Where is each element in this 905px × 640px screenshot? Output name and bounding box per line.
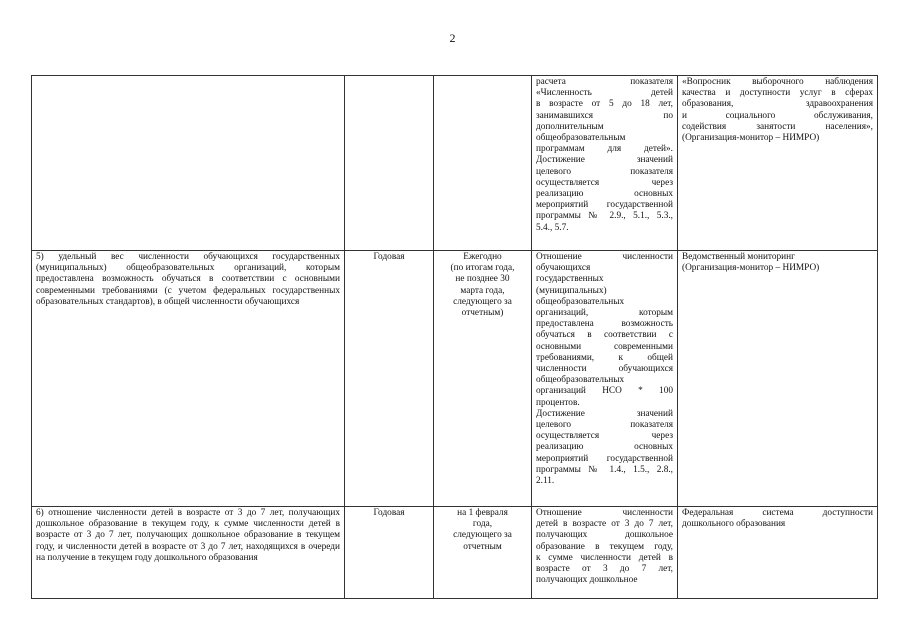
- text-line: на 1 февраля: [457, 508, 508, 518]
- text-line: Отношение численности: [536, 252, 673, 262]
- text-line: следующего за: [453, 296, 512, 307]
- text-line: программы № 1.4., 1.5., 2.8.,: [536, 464, 673, 475]
- text-line: (Организация-монитор – НИМРО): [682, 133, 820, 144]
- text-line: общеобразовательным: [536, 133, 626, 144]
- periodicity-cell: [345, 76, 434, 251]
- text-line: государственных: [536, 274, 604, 285]
- source-cell: [678, 76, 878, 251]
- source-cell: [678, 251, 878, 507]
- text-line: в возрасте от 5 до 18 лет,: [536, 99, 673, 110]
- text-line: получающих дошкольное: [536, 530, 673, 541]
- text-line: целевого показателя: [536, 420, 673, 431]
- source-lines: [682, 77, 873, 144]
- text-line: предоставлена возможность: [536, 319, 673, 330]
- indicator-cell: [32, 76, 345, 251]
- text-line: дошкольного образования: [682, 519, 786, 530]
- text-line: реализацию основных: [536, 189, 673, 200]
- text-line: детей в возрасте от 3 до 7 лет,: [536, 519, 673, 530]
- text-line: 5.4., 5.7.: [536, 222, 569, 233]
- deadline-lines: [438, 252, 527, 319]
- text-line: Достижение значений: [536, 155, 673, 166]
- text-line: Отношение численности: [536, 508, 673, 518]
- indicators-table: [31, 75, 878, 599]
- text-line: получающих дошкольное: [536, 575, 638, 586]
- text-line: программам для детей».: [536, 144, 673, 155]
- indicator-cell: 5) удельный вес численности обучающихся государственных (муниципальных) общеобразовательных организаций, которым предоставлена возможность обучаться в соответствии с основными современными требованиями (с учетом федеральных государственных образовательных стандартов), в общей численности обучающихся: [32, 251, 345, 507]
- text-line: (по итогам года,: [450, 263, 515, 274]
- text-line: года,: [472, 519, 493, 530]
- deadline-lines: [438, 508, 527, 553]
- text-line: образование в текущем году,: [536, 541, 673, 552]
- deadline-cell: [434, 507, 532, 599]
- method-lines: [536, 508, 673, 586]
- text-line: мероприятий государственной: [536, 453, 673, 464]
- text-line: (Организация-монитор – НИМРО): [682, 263, 820, 274]
- text-line: программы № 2.9., 5.1., 5.3.,: [536, 211, 673, 222]
- text-line: не позднее 30: [455, 274, 510, 285]
- periodicity-cell: Годовая: [345, 251, 434, 507]
- text-line: (муниципальных): [536, 285, 607, 296]
- table-row: [32, 507, 878, 599]
- text-line: отчетным): [461, 308, 504, 319]
- method-lines: [536, 252, 673, 487]
- text-line: качества и доступности услуг в сферах: [682, 88, 873, 99]
- text-line: Федеральная система доступности: [682, 508, 873, 518]
- text-line: общеобразовательных: [536, 296, 625, 307]
- text-line: численности обучающихся: [536, 364, 673, 375]
- text-line: осуществляется через: [536, 431, 673, 442]
- text-line: образования, здравоохранения: [682, 99, 873, 110]
- text-line: осуществляется через: [536, 177, 673, 188]
- text-line: организаций НСО * 100: [536, 386, 673, 397]
- text-line: основными современными: [536, 341, 673, 352]
- text-line: целевого показателя: [536, 166, 673, 177]
- method-cell: [532, 76, 678, 251]
- text-line: Достижение значений: [536, 408, 673, 419]
- text-line: следующего за: [453, 530, 512, 541]
- page-number: 2: [449, 31, 456, 45]
- text-line: отчетным: [463, 541, 502, 552]
- text-line: обучаться в соответствии с: [536, 330, 673, 341]
- periodicity-cell: Годовая: [345, 507, 434, 599]
- method-lines: [536, 77, 673, 234]
- text-line: и социального обслуживания,: [682, 110, 873, 121]
- text-line: занимавшихся по: [536, 110, 673, 121]
- method-cell: [532, 251, 678, 507]
- text-line: обучающихся: [536, 263, 591, 274]
- table-row: [32, 251, 878, 507]
- text-line: марта года,: [460, 285, 505, 296]
- text-line: «Численность детей: [536, 88, 673, 99]
- text-line: организаций, которым: [536, 308, 673, 319]
- text-line: дополнительным: [536, 121, 604, 132]
- text-line: 2.11.: [536, 476, 555, 487]
- source-lines: [682, 508, 873, 530]
- source-cell: [678, 507, 878, 599]
- text-line: «Вопросник выборочного наблюдения: [682, 77, 873, 87]
- text-line: мероприятий государственной: [536, 200, 673, 211]
- text-line: реализацию основных: [536, 442, 673, 453]
- text-line: к сумме численности детей в: [536, 552, 673, 563]
- text-line: требованиями, к общей: [536, 352, 673, 363]
- text-line: Ведомственный мониторинг: [682, 252, 795, 262]
- table-row: [32, 76, 878, 251]
- text-line: общеобразовательных: [536, 375, 625, 386]
- method-cell: [532, 507, 678, 599]
- text-line: содействия занятости населения»,: [682, 121, 873, 132]
- text-line: процентов.: [536, 397, 580, 408]
- deadline-cell: [434, 76, 532, 251]
- text-line: возрасте от 3 до 7 лет,: [536, 564, 673, 575]
- text-line: расчета показателя: [536, 77, 673, 87]
- source-lines: [682, 252, 873, 274]
- deadline-cell: [434, 251, 532, 507]
- indicator-cell: 6) отношение численности детей в возрасте от 3 до 7 лет, получающих дошкольное образование в текущем году, к сумме численности детей в возрасте от 3 до 7 лет, получающих дошкольное образование в текущем году, и численности детей в возрасте от 3 до 7 лет, находящихся в очереди на получение в текущем году дошкольного образования: [32, 507, 345, 599]
- text-line: Ежегодно: [463, 252, 502, 262]
